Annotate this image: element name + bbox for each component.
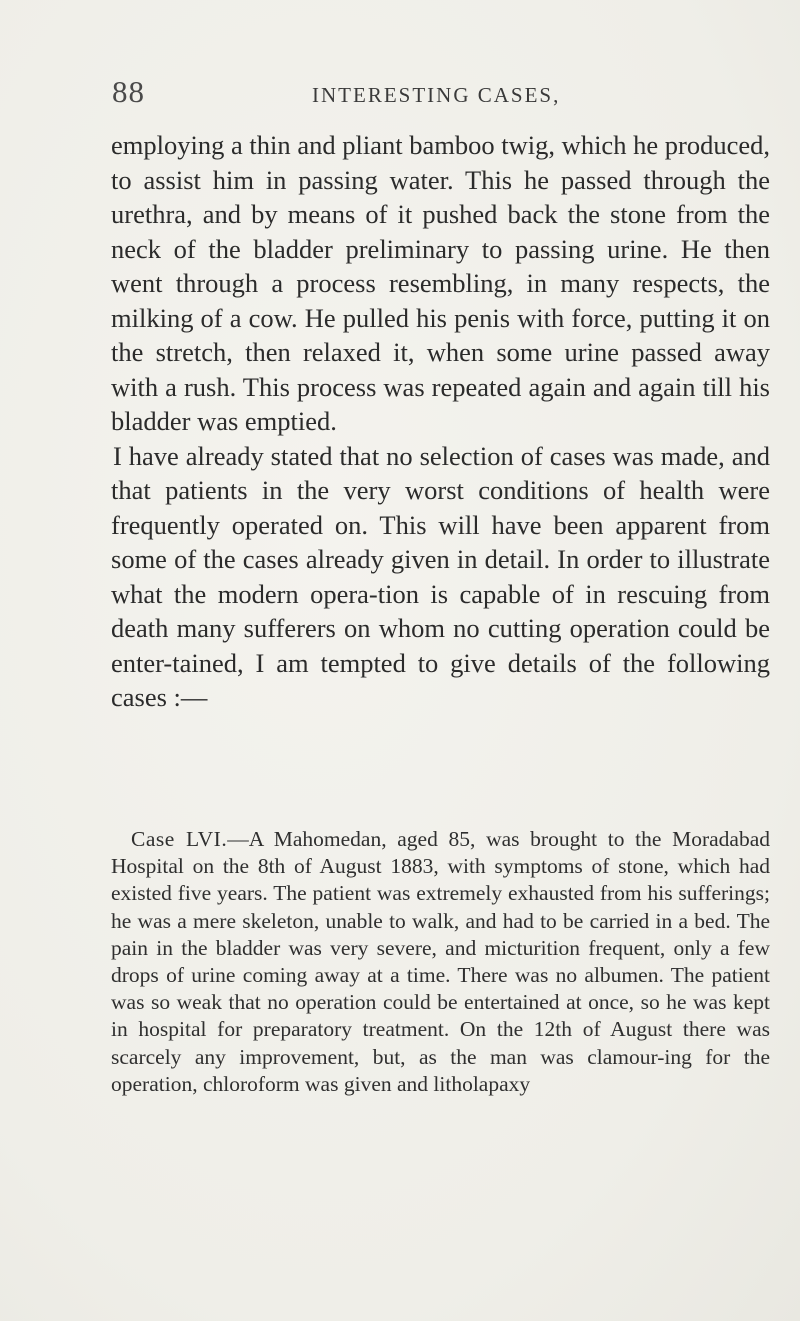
- case-heading: Case LVI.: [131, 827, 228, 851]
- main-text: [111, 128, 770, 715]
- page-header: [112, 74, 772, 110]
- case-paragraph: [111, 826, 770, 1098]
- paragraph-1: employing a thin and pliant bamboo twig, which he produced, to assist him in passing water. This he passed through the urethra, and by means of it pushed back the stone from the neck of the bladder preliminary to passing urine. He then went through a process resembling, in many respects, the milking of a cow. He pulled his penis with force, putting it on the stretch, then relaxed it, when some urine passed away with a rush. This process was repeated again and again till his bladder was emptied.: [111, 130, 770, 436]
- page-number: 88: [112, 74, 145, 109]
- case-report: [111, 826, 770, 1098]
- paragraph-2: I have already stated that no selection of cases was made, and that patients in the very worst conditions of health were frequently operated on. This will have been apparent from some of the cases already given in detail. In order to illustrate what the modern opera-tion is capable of in rescuing from death many sufferers on whom no cutting operation could be enter-tained, I am tempted to give details of the following cases :—: [111, 440, 770, 712]
- case-body: —A Mahomedan, aged 85, was brought to the Moradabad Hospital on the 8th of August 1883, with symptoms of stone, which had existed five years. The patient was extremely exhausted from his sufferings; he was a mere skeleton, unable to walk, and had to be carried in a bed. The pain in the bladder was very severe, and micturition frequent, only a few drops of urine coming away at a time. There was no albumen. The patient was so weak that no operation could be entertained at once, so he was kept in hospital for preparatory treatment. On the 12th of August there was scarcely any improvement, but, as the man was clamour-ing for the operation, chloroform was given and litholapaxy: [111, 827, 771, 1096]
- running-title: INTERESTING CASES,: [312, 83, 561, 107]
